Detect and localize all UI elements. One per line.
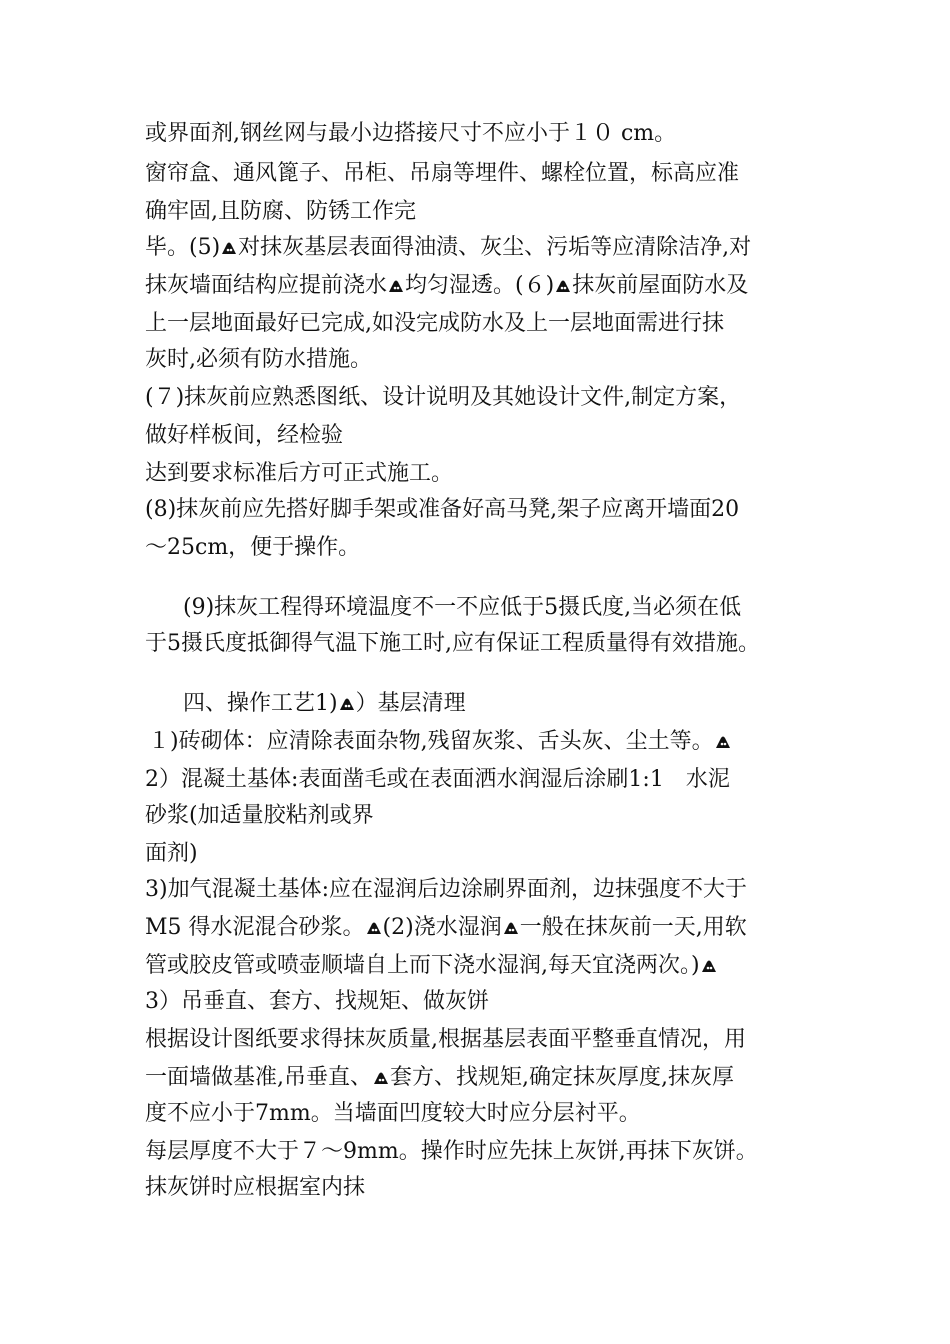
- text-segment: 对抹灰基层表面得油渍、灰尘、污垢等应清除洁净,对: [238, 235, 752, 260]
- text-line: 或界面剂,钢丝网与最小边搭接尺寸不应小于１０ cm。: [145, 121, 677, 146]
- bullet-mark-icon: [503, 921, 519, 935]
- bullet-mark-icon: [555, 279, 571, 293]
- text-line: 每层厚度不大于７～9mm。操作时应先抹上灰饼,再抹下灰饼。: [145, 1139, 758, 1164]
- text-segment: M5 得水泥混合砂浆。: [145, 915, 365, 940]
- text-line: [145, 1063, 734, 1093]
- text-segment: 抹灰前屋面防水及: [572, 273, 749, 298]
- text-segment: 一般在抹灰前一天,用软: [519, 915, 747, 940]
- text-line: 窗帘盒、通风篦子、吊柜、吊扇等埋件、螺栓位置，标高应准: [145, 161, 740, 186]
- text-line: 砂浆(加适量胶粘剂或界: [145, 803, 374, 828]
- bullet-mark-icon: [221, 241, 237, 255]
- text-segment: (2)浇水湿润: [382, 915, 502, 940]
- text-segment: 套方、找规矩,确定抹灰厚度,抹灰厚: [390, 1065, 734, 1090]
- text-line: [145, 913, 747, 943]
- text-line: [145, 271, 748, 301]
- text-line: 灰时,必须有防水措施。: [145, 347, 372, 372]
- text-line: ～25cm，便于操作。: [145, 535, 361, 560]
- bullet-mark-icon: [373, 1071, 389, 1085]
- text-line: 确牢固,且防腐、防锈工作完: [145, 199, 416, 224]
- text-segment: 四、操作工艺1): [183, 691, 338, 716]
- text-line: [145, 951, 718, 981]
- text-line: [145, 233, 751, 263]
- text-segment: 一面墙做基准,吊垂直、: [145, 1065, 372, 1090]
- text-line: 上一层地面最好已完成,如没完成防水及上一层地面需进行抹: [145, 311, 724, 336]
- text-line: 做好样板间，经检验: [145, 423, 344, 448]
- text-line: [148, 727, 732, 757]
- text-segment: 毕。(5): [145, 235, 221, 260]
- bullet-mark-icon: [366, 921, 382, 935]
- section-heading: 3）吊垂直、套方、找规矩、做灰饼: [145, 989, 489, 1014]
- text-segment: 抹灰墙面结构应提前浇水: [145, 273, 388, 298]
- section-heading: [183, 689, 466, 719]
- text-segment: ）基层清理: [355, 691, 466, 716]
- text-line: 3)加气混凝土基体:应在湿润后边涂刷界面剂，边抹强度不大于: [145, 877, 747, 902]
- text-segment: 均匀湿透。(６): [405, 273, 555, 298]
- text-line: 根据设计图纸要求得抹灰质量,根据基层表面平整垂直情况，用: [145, 1027, 746, 1052]
- text-line: 2）混凝土基体:表面凿毛或在表面洒水润湿后涂刷1:1 水泥: [145, 767, 730, 792]
- text-line: (７)抹灰前应熟悉图纸、设计说明及其她设计文件,制定方案，: [145, 385, 742, 410]
- text-line: 抹灰饼时应根据室内抹: [145, 1175, 366, 1200]
- text-segment: １)砖砌体：应清除表面杂物,残留灰浆、舌头灰、尘土等。: [148, 729, 714, 754]
- text-segment: 管或胶皮管或喷壶顺墙自上而下浇水湿润,每天宜浇两次。): [145, 953, 700, 978]
- text-line: (8)抹灰前应先搭好脚手架或准备好高马凳,架子应离开墙面20: [145, 497, 740, 522]
- text-line: (9)抹灰工程得环境温度不一不应低于5摄氏度,当必须在低: [183, 595, 742, 620]
- text-line: 面剂): [145, 841, 198, 866]
- bullet-mark-icon: [388, 279, 404, 293]
- text-line: 达到要求标准后方可正式施工。: [145, 461, 454, 486]
- bullet-mark-icon: [339, 697, 355, 711]
- text-line: 于5摄氏度抵御得气温下施工时,应有保证工程质量得有效措施。: [145, 631, 760, 656]
- bullet-mark-icon: [715, 735, 731, 749]
- text-line: 度不应小于7mm。当墙面凹度较大时应分层衬平。: [145, 1101, 641, 1126]
- bullet-mark-icon: [701, 959, 717, 973]
